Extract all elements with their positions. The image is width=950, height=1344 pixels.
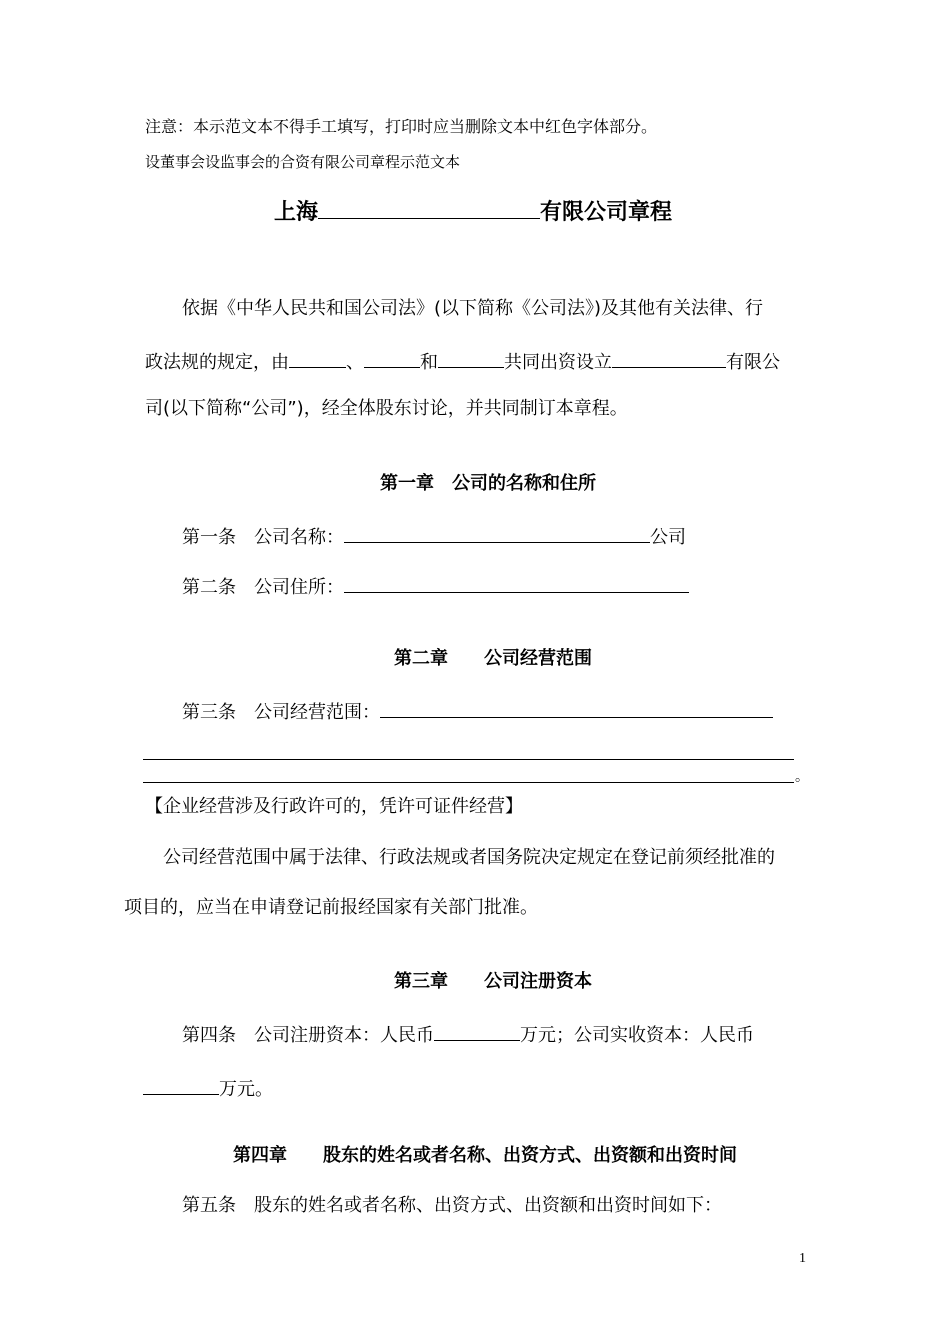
company-address-field[interactable] xyxy=(344,572,689,593)
chapter-3-title: 第三章 公司注册资本 xyxy=(394,971,592,992)
preamble-text: 政法规的规定，由 xyxy=(145,352,289,373)
document-title xyxy=(274,192,672,228)
chapter-1-title: 第一章 公司的名称和住所 xyxy=(380,473,596,494)
registered-capital-field[interactable] xyxy=(434,1020,520,1041)
preamble-and: 和 xyxy=(420,352,438,373)
shareholder-1-blank[interactable] xyxy=(289,347,346,368)
article-text: 万元。 xyxy=(219,1079,273,1100)
chapter-4-title: 第四章 股东的姓名或者名称、出资方式、出资额和出资时间 xyxy=(233,1145,737,1166)
company-name-field[interactable] xyxy=(344,522,650,543)
page-number: 1 xyxy=(799,1251,806,1266)
article-4-cont xyxy=(143,1074,273,1102)
article-5: 第五条 股东的姓名或者名称、出资方式、出资额和出资时间如下： xyxy=(182,1195,722,1216)
scope-paragraph-line-2: 项目的，应当在申请登记前报经国家有关部门批准。 xyxy=(124,897,538,918)
notice-text: 注意：本示范文本不得手工填写，打印时应当删除文本中红色字体部分。 xyxy=(145,117,658,136)
article-text: 第四条 公司注册资本：人民币 xyxy=(182,1025,434,1046)
shareholder-2-blank[interactable] xyxy=(364,347,420,368)
article-suffix: 公司 xyxy=(650,527,686,548)
template-type-text: 设董事会设监事会的合资有限公司章程示范文本 xyxy=(145,153,461,171)
paid-in-capital-field[interactable] xyxy=(143,1074,219,1095)
shareholder-3-blank[interactable] xyxy=(438,347,504,368)
company-name-blank[interactable] xyxy=(612,347,726,368)
preamble-text: 共同出资设立 xyxy=(504,352,612,373)
scope-paragraph-line-1: 公司经营范围中属于法律、行政法规或者国务院决定规定在登记前须经批准的 xyxy=(163,847,775,868)
article-2 xyxy=(182,572,689,600)
preamble-line-3: 司(以下简称“公司”)，经全体股东讨论，并共同制订本章程。 xyxy=(145,398,628,419)
title-suffix: 有限公司章程 xyxy=(540,200,673,225)
article-text: 万元；公司实收资本：人民币 xyxy=(520,1025,754,1046)
article-label: 第二条 公司住所： xyxy=(182,577,344,598)
article-label: 第一条 公司名称： xyxy=(182,527,344,548)
business-scope-line-3[interactable] xyxy=(143,782,794,783)
preamble-sep: 、 xyxy=(346,352,364,373)
business-scope-line-2[interactable] xyxy=(143,759,794,760)
company-name-blank[interactable] xyxy=(318,192,540,219)
scope-end-mark: 。 xyxy=(795,769,809,785)
preamble-text: 有限公 xyxy=(726,352,780,373)
article-1 xyxy=(182,522,686,550)
title-prefix: 上海 xyxy=(274,200,319,225)
permit-note: 【企业经营涉及行政许可的，凭许可证件经营】 xyxy=(145,796,523,817)
preamble-line-2 xyxy=(145,347,780,375)
preamble-line-1: 依据《中华人民共和国公司法》(以下简称《公司法》)及其他有关法律、行 xyxy=(182,298,764,319)
article-4 xyxy=(182,1020,754,1048)
business-scope-field[interactable] xyxy=(380,697,773,718)
article-3 xyxy=(182,697,773,725)
article-label: 第三条 公司经营范围： xyxy=(182,702,380,723)
chapter-2-title: 第二章 公司经营范围 xyxy=(394,648,592,669)
